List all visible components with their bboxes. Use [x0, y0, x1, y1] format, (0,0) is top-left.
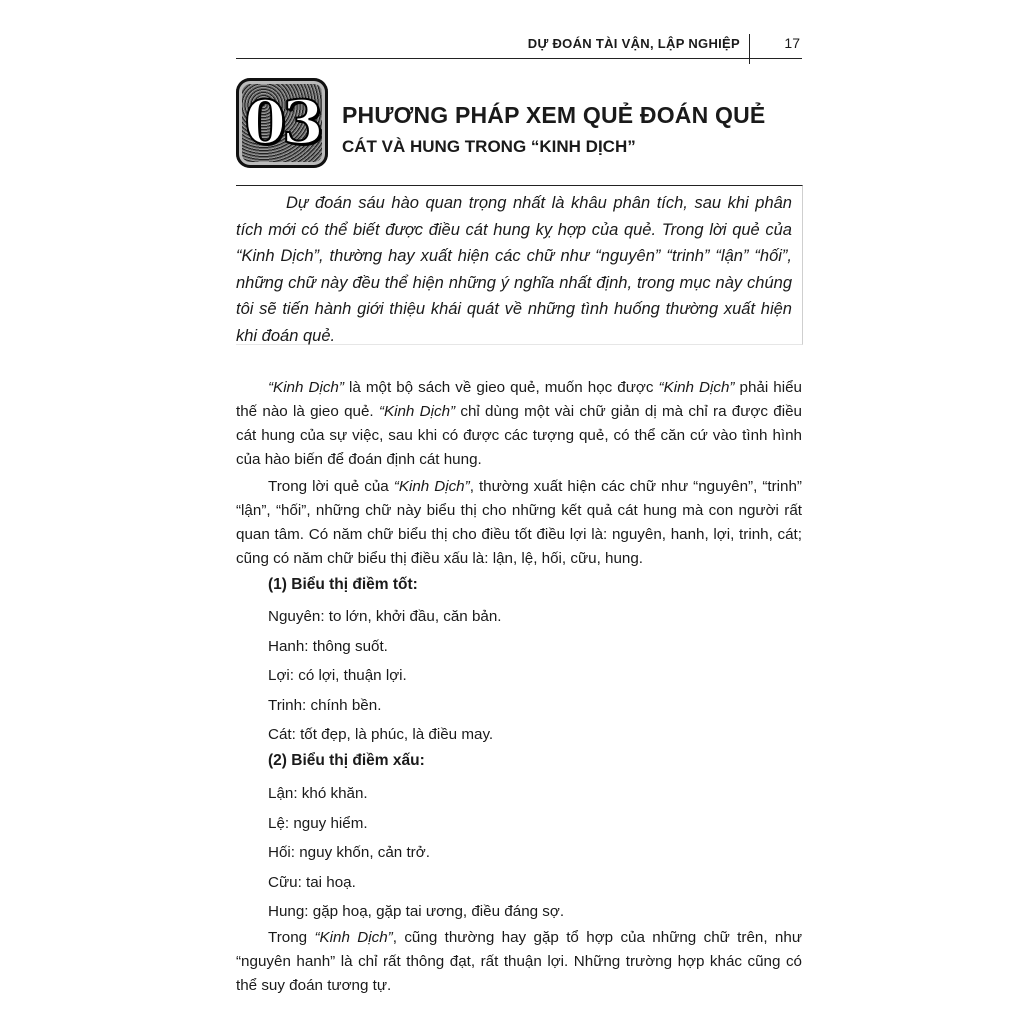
bad-omen-list [268, 782, 564, 930]
running-title: DỰ ĐOÁN TÀI VẬN, LẬP NGHIỆP [527, 36, 740, 51]
chapter-title: PHƯƠNG PHÁP XEM QUẺ ĐOÁN QUẺ [342, 102, 766, 128]
list-item: Hanh: thông suốt. [268, 637, 388, 655]
page-number: 17 [784, 35, 800, 51]
list-item: Cữu: tai hoạ. [268, 873, 356, 891]
body-paragraph-2 [236, 475, 802, 571]
text-run: Trong lời quẻ của [268, 478, 394, 495]
list-item: Lệ: nguy hiểm. [268, 814, 368, 832]
emphasis: “Kinh Dịch” [658, 379, 735, 396]
text-run: Trong [268, 929, 315, 946]
list-item: Lận: khó khăn. [268, 785, 368, 802]
chapter-number: 03 [244, 88, 320, 158]
list-item: Nguyên: to lớn, khởi đầu, căn bản. [268, 608, 502, 625]
list-item: Trinh: chính bền. [268, 696, 382, 714]
chapter-number-badge [236, 78, 328, 168]
intro-box [236, 185, 803, 345]
text-run: , thường xuất hiện các chữ như “nguyên”, “trinh” “lận”, “hối”, những chữ này biểu thị cho những kết quả cát hung mà con người rất quan tâm. Có năm chữ biểu thị cho điều tốt điều lợi là: nguyên, hanh, lợi, trinh, cát; cũng có năm chữ biểu thị điều xấu là: lận, lệ, hối, cữu, hung. [236, 478, 802, 567]
running-header [236, 34, 802, 59]
list-item: Hối: nguy khốn, cản trở. [268, 844, 430, 861]
body-paragraph-1 [236, 376, 802, 472]
section-heading-good: (1) Biểu thị điềm tốt: [268, 576, 418, 593]
emphasis: “Kinh Dịch” [393, 478, 470, 495]
header-divider [749, 34, 751, 64]
text-run: là một bộ sách về gieo quẻ, muốn học được [343, 379, 659, 396]
text-run: phải hiểu thế nào là gieo quẻ. [236, 379, 802, 420]
good-omen-list [268, 605, 502, 753]
emphasis: “Kinh Dịch” [378, 403, 456, 420]
list-item: Cát: tốt đẹp, là phúc, là điều may. [268, 726, 494, 743]
emphasis: “Kinh Dịch” [268, 379, 344, 396]
text-run: , cũng thường hay gặp tổ hợp của những chữ trên, như “nguyên hanh” là chỉ rất thông đạt, rất thuận lợi. Những trường hợp khác cũng có thể suy đoán tương tự. [236, 929, 802, 994]
emphasis: “Kinh Dịch” [314, 929, 393, 946]
intro-text: Dự đoán sáu hào quan trọng nhất là khâu phân tích, sau khi phân tích mới có thể biết được điều cát hung kỵ hợp của quẻ. Trong lời quẻ của “Kinh Dịch”, thường hay xuất hiện các chữ như “nguyên” “trinh” “lận” “hối”, những chữ này đều thể hiện những ý nghĩa nhất định, trong mục này chúng tôi sẽ tiến hành giới thiệu khái quát về những tình huống thường xuất hiện khi đoán quẻ. [236, 194, 792, 345]
text-run: chỉ dùng một vài chữ giản dị mà chỉ ra được điều cát hung của sự việc, sau khi có được các tượng quẻ, có thể căn cứ vào tình hình của hào biến để đoán định cát hung. [236, 403, 802, 468]
list-item: Lợi: có lợi, thuận lợi. [268, 667, 407, 684]
chapter-subtitle: CÁT VÀ HUNG TRONG “KINH DỊCH” [342, 137, 636, 156]
list-item: Hung: gặp hoạ, gặp tai ương, điều đáng sợ. [268, 903, 565, 920]
body-paragraph-3 [236, 926, 802, 998]
section-heading-bad: (2) Biểu thị điềm xấu: [268, 752, 425, 769]
